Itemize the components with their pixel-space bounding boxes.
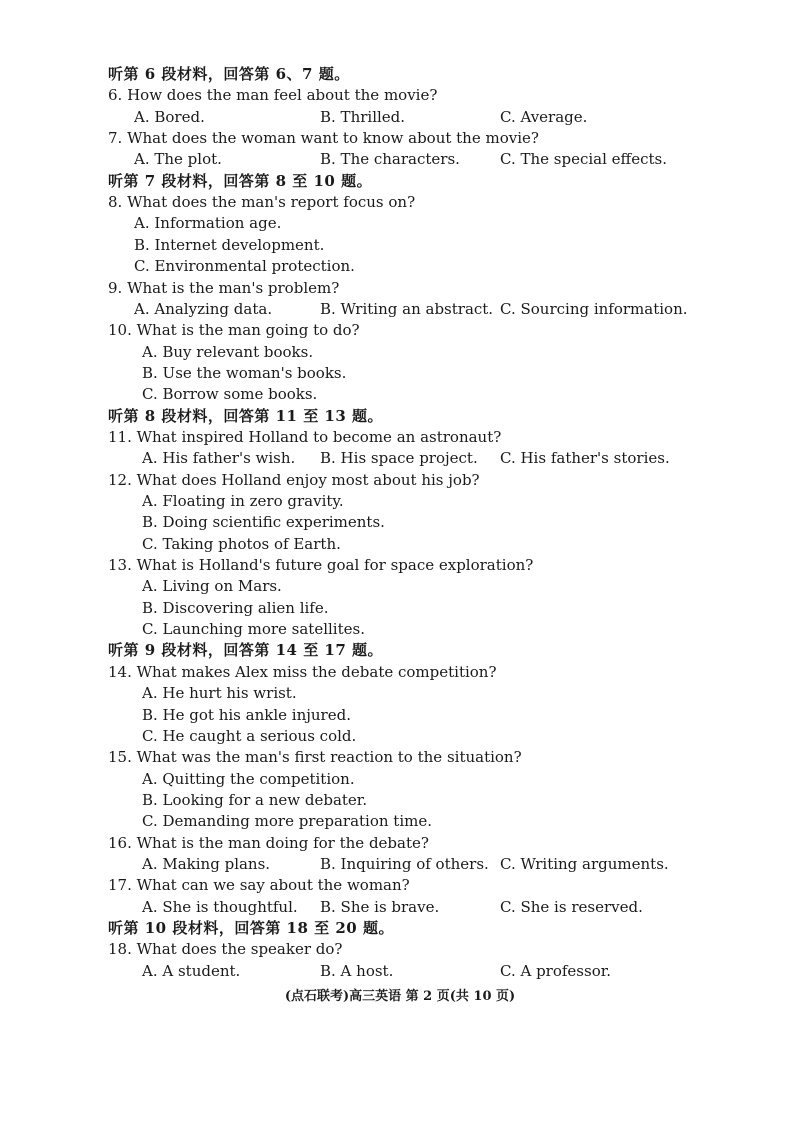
answer-option: A. Quitting the competition.	[142, 769, 355, 788]
answer-option: C. He caught a serious cold.	[142, 726, 357, 745]
answer-option-c: C. Writing arguments.	[500, 854, 669, 873]
section-heading: 听第 7 段材料，回答第 8 至 10 题。	[108, 171, 373, 190]
question-stem: 7. What does the woman want to know about the movie?	[108, 129, 539, 148]
answer-option-b: B. His space project.	[320, 449, 478, 468]
question-stem: 12. What does Holland enjoy most about his job?	[108, 470, 480, 489]
section-heading: 听第 10 段材料，回答第 18 至 20 题。	[108, 919, 394, 937]
answer-option-b: B. Writing an abstract.	[320, 299, 494, 318]
question-stem: 8. What does the man's report focus on?	[108, 193, 416, 212]
answer-option: B. Looking for a new debater.	[142, 790, 368, 809]
answer-option-c: C. A professor.	[500, 961, 612, 980]
question-stem: 9. What is the man's problem?	[108, 278, 340, 297]
answer-option-a: A. The plot.	[134, 150, 222, 169]
answer-option-c: C. She is reserved.	[500, 897, 643, 916]
question-stem: 6. How does the man feel about the movie?	[108, 86, 438, 105]
answer-option-a: A. A student.	[142, 961, 241, 980]
answer-option-b: B. She is brave.	[320, 897, 440, 916]
answer-option: A. Information age.	[134, 214, 282, 233]
question-stem: 17. What can we say about the woman?	[108, 876, 410, 895]
answer-option-b: B. The characters.	[320, 150, 460, 169]
question-stem: 16. What is the man doing for the debate?	[108, 833, 429, 852]
answer-option-b: B. Thrilled.	[320, 107, 406, 126]
answer-option: B. Use the woman's books.	[142, 363, 347, 382]
answer-option: A. Buy relevant books.	[142, 342, 314, 361]
answer-option-c: C. Average.	[500, 107, 588, 126]
question-stem: 10. What is the man going to do?	[108, 321, 360, 340]
answer-option: C. Borrow some books.	[142, 385, 318, 404]
answer-option-a: A. Bored.	[134, 107, 205, 126]
answer-option: C. Launching more satellites.	[142, 620, 365, 639]
section-heading: 听第 6 段材料，回答第 6、7 题。	[108, 65, 350, 83]
answer-option-a: A. Making plans.	[142, 854, 271, 873]
answer-option-a: A. His father's wish.	[142, 449, 296, 468]
section-heading: 听第 9 段材料，回答第 14 至 17 题。	[108, 641, 384, 660]
answer-option-c: C. Sourcing information.	[500, 299, 688, 318]
page-footer: (点石联考)高三英语 第 2 页(共 10 页)	[284, 989, 516, 1004]
answer-option: B. He got his ankle injured.	[142, 705, 351, 724]
answer-option: C. Demanding more preparation time.	[142, 812, 432, 831]
question-stem: 15. What was the man's first reaction to the situation?	[108, 748, 522, 767]
answer-option-b: B. A host.	[320, 961, 394, 980]
answer-option-c: C. The special effects.	[500, 150, 667, 169]
section-heading: 听第 8 段材料，回答第 11 至 13 题。	[108, 406, 384, 425]
answer-option: C. Taking photos of Earth.	[142, 534, 341, 553]
answer-option-a: A. She is thoughtful.	[142, 897, 298, 916]
answer-option: B. Doing scientific experiments.	[142, 513, 385, 532]
answer-option: A. He hurt his wrist.	[142, 684, 297, 703]
question-stem: 18. What does the speaker do?	[108, 940, 343, 959]
answer-option: B. Internet development.	[134, 235, 325, 254]
answer-option: C. Environmental protection.	[134, 257, 355, 276]
question-stem: 14. What makes Alex miss the debate competition?	[108, 662, 497, 681]
answer-option: B. Discovering alien life.	[142, 598, 329, 617]
answer-option: A. Living on Mars.	[142, 577, 282, 596]
answer-option-c: C. His father's stories.	[500, 449, 670, 468]
answer-option: A. Floating in zero gravity.	[142, 492, 344, 510]
question-stem: 11. What inspired Holland to become an astronaut?	[108, 427, 502, 446]
answer-option-b: B. Inquiring of others.	[320, 854, 489, 873]
answer-option-a: A. Analyzing data.	[134, 299, 273, 318]
question-stem: 13. What is Holland's future goal for space exploration?	[108, 556, 534, 575]
